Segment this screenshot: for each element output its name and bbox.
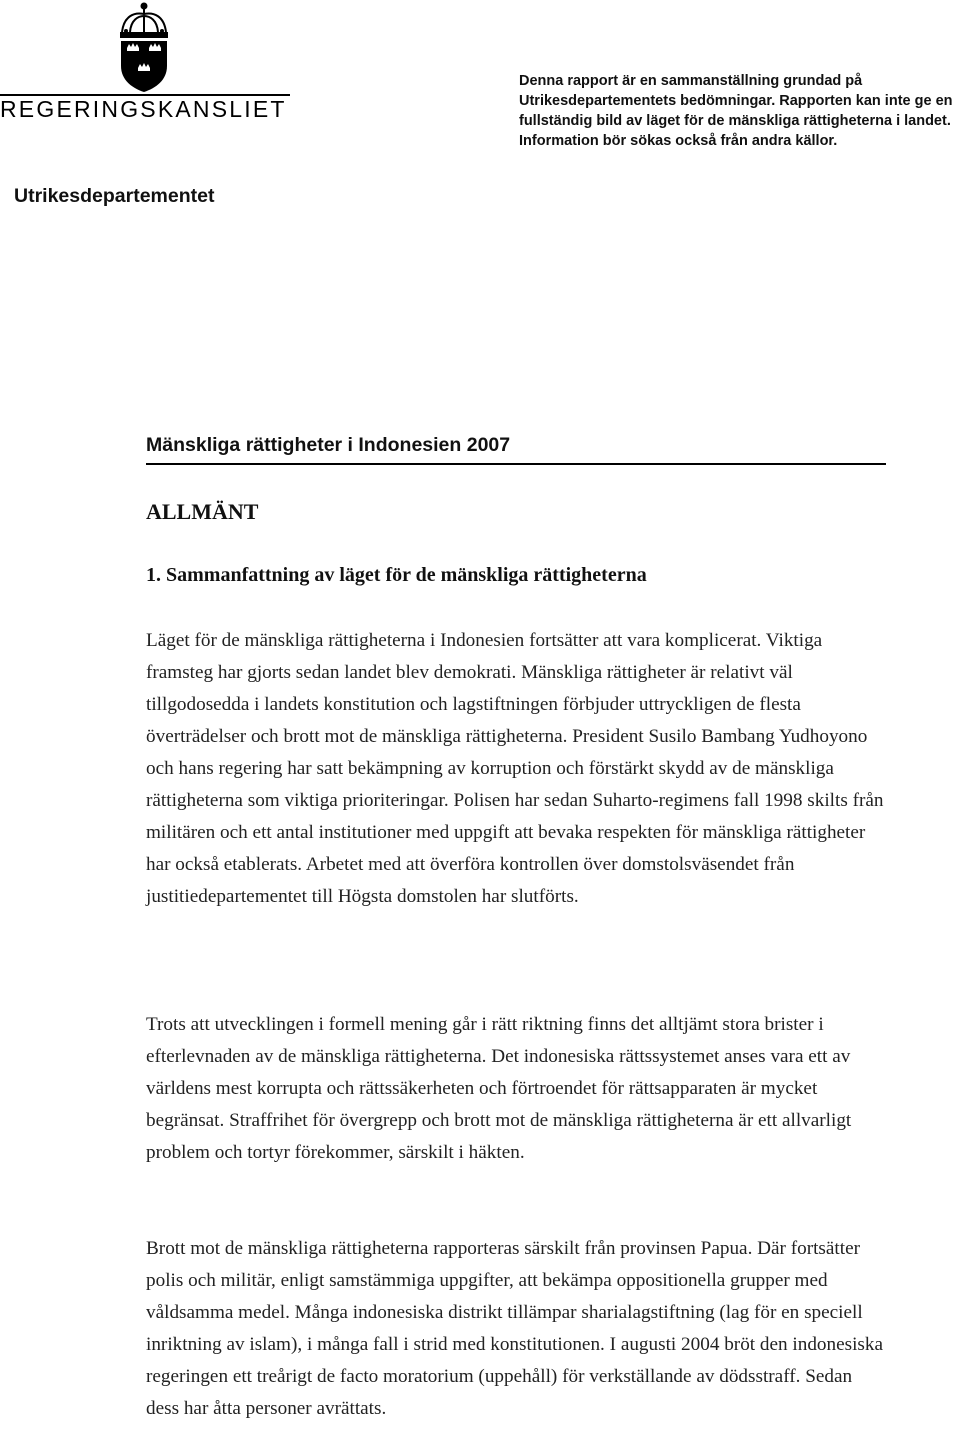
- paragraph: Trots att utvecklingen i formell mening går i rätt riktning finns det alltjämt stora brister i efterlevnaden av de mänskliga rättigheterna. Det indonesiska rättssystemet anses vara ett av världens mest korrupta och rättssäkerheten och förtroendet för rättsapparaten är mycket begränsat. Straffrihet för övergrepp och brott mot de mänskliga rättigheterna är ett allvarligt problem och tortyr förekommer, särskilt i häkten.: [146, 1014, 852, 1163]
- logo-text: REGERINGSKANSLIET: [0, 96, 287, 122]
- section-heading: ALLMÄNT: [146, 499, 259, 524]
- paragraph: Brott mot de mänskliga rättigheterna rapporteras särskilt från provinsen Papua. Där fortsätter polis och militär, enligt samstämmiga uppgifter, att bekämpa oppositionella grupper med våldsamma medel. Många indonesiska distrikt tillämpar sharialagstiftning (lag för en speciell inriktning av islam), i många fall i strid med konstitutionen. I augusti 2004 bröt den indonesiska regeringen ett treårigt de facto moratorium (uppehåll) för verkställande av dödsstraff. Sedan dess har åtta personer avrättats.: [146, 1238, 884, 1419]
- government-logo: [0, 0, 300, 130]
- subsection-heading: 1. Sammanfattning av läget för de mänskliga rättigheterna: [146, 564, 647, 586]
- crown-shield-emblem-icon: [112, 2, 176, 94]
- document-title: Mänskliga rättigheter i Indonesien 2007: [146, 434, 886, 465]
- department-name: Utrikesdepartementet: [14, 185, 215, 207]
- disclaimer-note: Denna rapport är en sammanställning grundad på Utrikesdepartementets bedömningar. Rapporten kan inte ge en fullständig bild av läget för de mänskliga rättigheterna i landet. Information bör sökas också från andra källor.: [519, 73, 953, 149]
- paragraph: Läget för de mänskliga rättigheterna i Indonesien fortsätter att vara komplicerat. Viktiga framsteg har gjorts sedan landet blev demokrati. Mänskliga rättigheter är relativt väl tillgodosedda i landets konstitution och lagstiftningen förbjuder uttryckligen de flesta överträdelser och brott mot de mänskliga rättigheterna. President Susilo Bambang Yudhoyono och hans regering har satt bekämpning av korruption och förstärkt skydd av de mänskliga rättigheterna som viktiga prioriteringar. Polisen har sedan Suharto-regimens fall 1998 skilts från militären och ett antal institutioner med uppgift att bevaka respekten för mänskliga rättigheter har också etablerats. Arbetet med att överföra kontrollen över domstolsväsendet från justitiedepartementet till Högsta domstolen har slutförts.: [146, 630, 884, 907]
